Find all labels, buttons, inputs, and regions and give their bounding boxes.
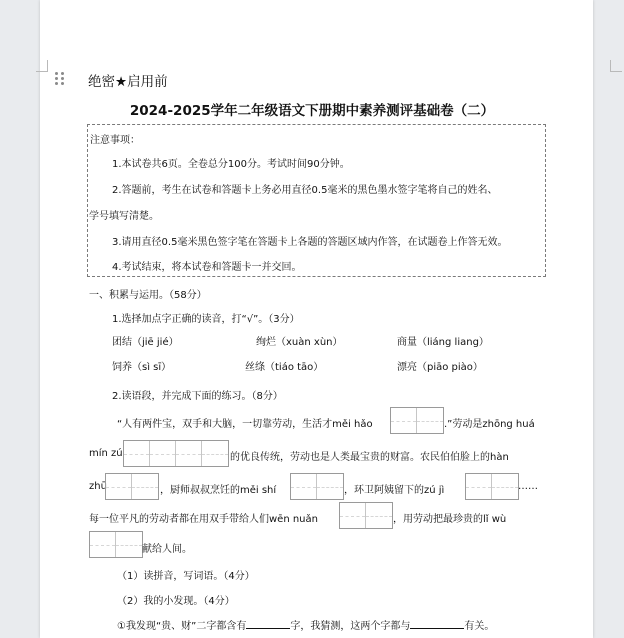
notice-item: 4.考试结束，将本试卷和答题卡一并交回。 xyxy=(112,262,302,273)
fill-blank[interactable] xyxy=(410,628,464,629)
sub-question-1: （1）读拼音，写词语。（4分） xyxy=(117,571,255,582)
passage-text: 每一位平凡的劳动者都在用双手带给人们wēn nuǎn xyxy=(89,514,318,525)
answer-box-mei-shi[interactable] xyxy=(290,473,344,500)
pronunciation-option[interactable]: 丝绦（tiáo tāo） xyxy=(245,362,324,373)
answer-box-han-zhu[interactable] xyxy=(105,473,159,500)
line-text: 字，我猜测，这两个字都与 xyxy=(290,621,411,632)
exam-title: 2024-2025学年二年级语文下册期中素养测评基础卷（二） xyxy=(129,103,495,119)
fill-blank[interactable] xyxy=(246,628,290,629)
pronunciation-option[interactable]: 商量（liáng liang） xyxy=(397,337,489,348)
passage-text: mín zú xyxy=(89,448,123,459)
answer-box-zhong-hua-min-zu[interactable] xyxy=(123,440,229,467)
notice-item: 3.请用直径0.5毫米黑色签字笔在答题卡上各题的答题区域内作答，在试题卷上作答无效。 xyxy=(112,237,508,248)
sub-question-2: （2）我的小发现。（4分） xyxy=(117,596,235,607)
answer-box-mei-hao[interactable] xyxy=(390,407,444,434)
secret-mark: 绝密★启用前 xyxy=(88,74,168,90)
answer-box-zu-ji[interactable] xyxy=(465,473,519,500)
pronunciation-option[interactable]: 饲养（sì sī） xyxy=(112,362,172,373)
pronunciation-option[interactable]: 漂亮（piāo piào） xyxy=(397,362,483,373)
passage-text: ，厨师叔叔烹饪的měi shí xyxy=(160,485,277,496)
passage-text: zhū xyxy=(89,481,107,492)
question-2-prompt: 2.读语段，并完成下面的练习。（8分） xyxy=(112,391,283,402)
crop-mark-top-right xyxy=(610,60,622,72)
line-text: 有关。 xyxy=(464,621,495,632)
pronunciation-option[interactable]: 团结（jiē jié） xyxy=(112,337,179,348)
passage-text: .”劳动是zhōng huá xyxy=(444,419,535,430)
pronunciation-option[interactable]: 绚烂（xuàn xùn） xyxy=(256,337,343,348)
passage-text: “人有两件宝，双手和大脑，一切靠劳动，生活才měi hǎo xyxy=(117,419,373,430)
passage-text: ，用劳动把最珍贵的lǐ wù xyxy=(393,514,507,525)
passage-text: 献给人间。 xyxy=(142,544,192,555)
section-heading: 一、积累与运用。（58分） xyxy=(89,290,207,301)
line-text: ①我发现“贵、财”二字都含有 xyxy=(117,621,247,632)
notice-item: 1.本试卷共6页。全卷总分100分。考试时间90分钟。 xyxy=(112,159,350,170)
crop-mark-top-left xyxy=(36,60,48,72)
passage-text: 的优良传统，劳动也是人类最宝贵的财富。农民伯伯脸上的hàn xyxy=(230,452,509,463)
sub-question-2-line xyxy=(117,617,494,632)
answer-box-li-wu[interactable] xyxy=(89,531,143,558)
notice-item: 2.答题前，考生在试卷和答题卡上务必用直径0.5毫米的黑色墨水签字笔将自己的姓名、 xyxy=(112,185,498,196)
drag-handle-icon[interactable] xyxy=(55,72,65,86)
question-1-prompt: 1.选择加点字正确的读音，打“√”。（3分） xyxy=(112,314,300,325)
notice-item: 学号填写清楚。 xyxy=(89,211,159,222)
notice-box xyxy=(87,124,546,277)
passage-text: …… xyxy=(518,481,538,492)
passage-text: ，环卫阿姨留下的zú jì xyxy=(344,485,445,496)
answer-box-wen-nuan[interactable] xyxy=(339,502,393,529)
notice-heading: 注意事项： xyxy=(90,135,140,146)
